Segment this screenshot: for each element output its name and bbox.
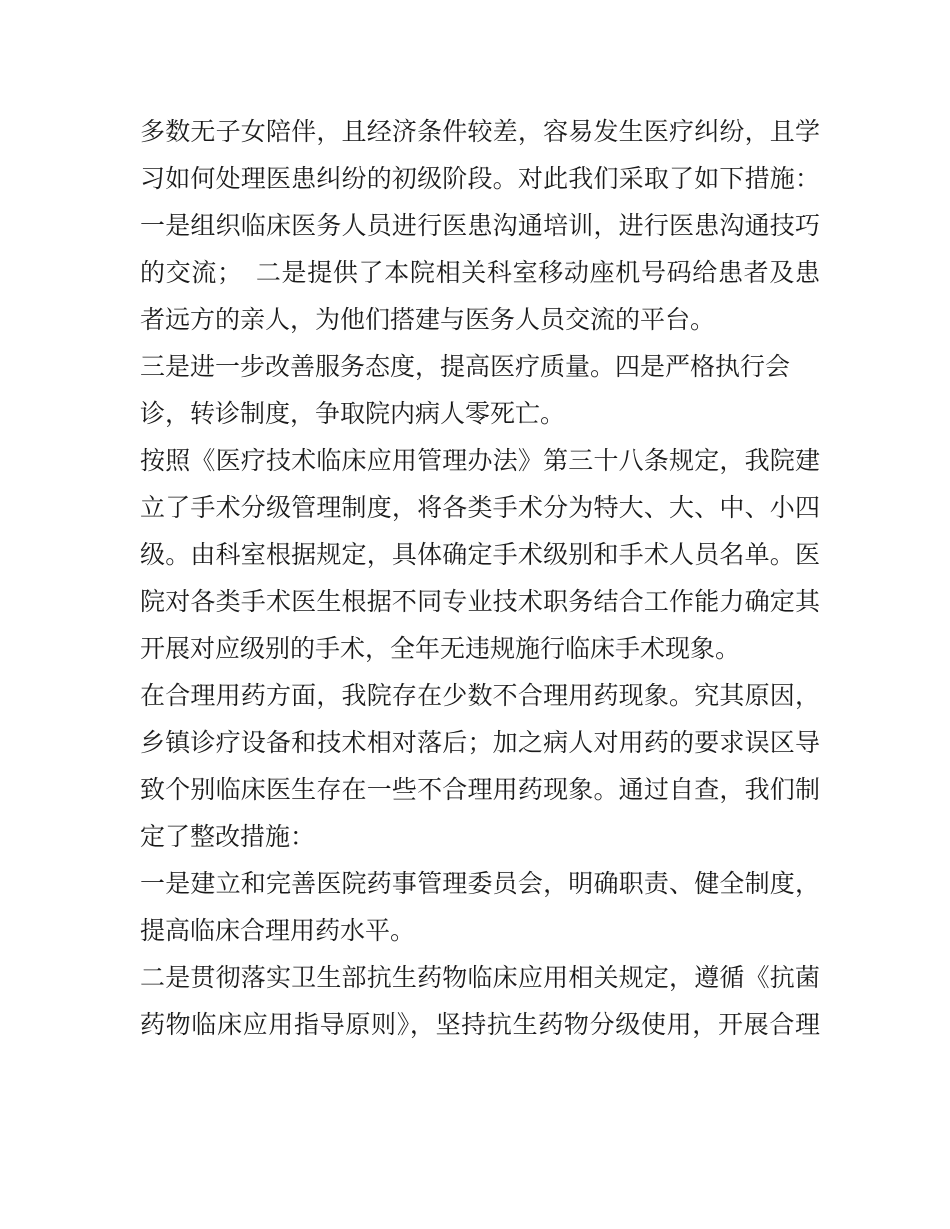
text-line: 开展对应级别的手术，全年无违规施行临床手术现象。 bbox=[140, 634, 741, 663]
text-line: 乡镇诊疗设备和技术相对落后；加之病人对用药的要求误区导 bbox=[140, 728, 820, 757]
text-line: 二是贯彻落实卫生部抗生药物临床应用相关规定，遵循《抗菌 bbox=[140, 963, 820, 992]
text-line: 一是组织临床医务人员进行医患沟通培训，进行医患沟通技巧 bbox=[140, 211, 820, 240]
text-line: 者远方的亲人，为他们搭建与医务人员交流的平台。 bbox=[140, 305, 716, 334]
text-line: 立了手术分级管理制度，将各类手术分为特大、大、中、小四 bbox=[140, 493, 820, 522]
text-line: 药物临床应用指导原则》，坚持抗生药物分级使用，开展合理 bbox=[140, 1010, 820, 1039]
text-line: 定了整改措施： bbox=[140, 822, 316, 851]
text-line: 一是建立和完善医院药事管理委员会，明确职责、健全制度， bbox=[140, 869, 820, 898]
text-line: 在合理用药方面，我院存在少数不合理用药现象。究其原因， bbox=[140, 681, 820, 710]
text-line: 诊，转诊制度，争取院内病人零死亡。 bbox=[140, 399, 566, 428]
body-text bbox=[140, 108, 820, 1048]
text-line: 多数无子女陪伴，且经济条件较差，容易发生医疗纠纷，且学 bbox=[140, 117, 820, 146]
text-line: 按照《医疗技术临床应用管理办法》第三十八条规定，我院建 bbox=[140, 446, 820, 475]
text-line: 致个别临床医生存在一些不合理用药现象。通过自查，我们制 bbox=[140, 775, 820, 804]
text-line: 习如何处理医患纠纷的初级阶段。对此我们采取了如下措施： bbox=[140, 164, 820, 193]
text-line: 院对各类手术医生根据不同专业技术职务结合工作能力确定其 bbox=[140, 587, 820, 616]
text-line: 级。由科室根据规定，具体确定手术级别和手术人员名单。医 bbox=[140, 540, 820, 569]
text-line: 三是进一步改善服务态度，提高医疗质量。四是严格执行会 bbox=[140, 352, 791, 381]
text-line: 提高临床合理用药水平。 bbox=[140, 916, 416, 945]
text-line: 的交流； 二是提供了本院相关科室移动座机号码给患者及患 bbox=[140, 258, 820, 287]
